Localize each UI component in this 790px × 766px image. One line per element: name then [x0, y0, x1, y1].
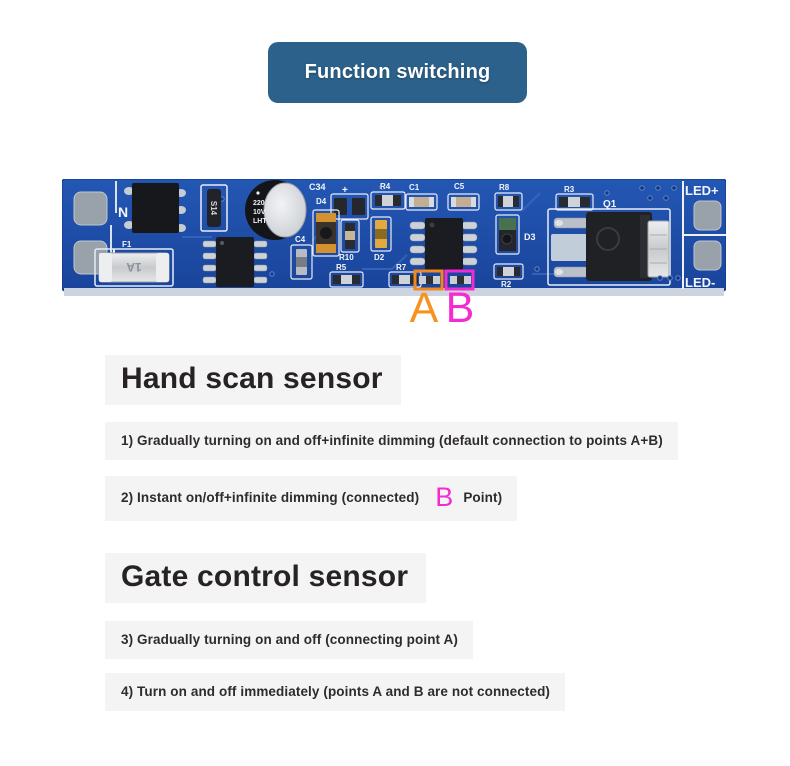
section-heading-gate-control: Gate control sensor: [105, 553, 426, 603]
silkscreen-led-plus: LED+: [685, 183, 719, 198]
instruction-2-prefix: 2) Instant on/off+infinite dimming (connected): [121, 490, 420, 505]
pad-led-minus: [694, 241, 721, 270]
pad-n: [74, 192, 107, 225]
point-a-label: A: [409, 284, 439, 332]
silkscreen-c1: C1: [409, 183, 420, 192]
silkscreen-d4: D4: [316, 197, 327, 206]
silkscreen-r3: R3: [564, 185, 575, 194]
silkscreen-s14: S14: [209, 200, 218, 216]
silkscreen-f1: F1: [122, 240, 132, 249]
silkscreen-q1: Q1: [603, 199, 617, 210]
section-heading-hand-scan: Hand scan sensor: [105, 355, 401, 405]
instruction-3: 3) Gradually turning on and off (connecting point A): [105, 621, 473, 659]
point-a-component: [419, 276, 440, 284]
silkscreen-r2: R2: [501, 280, 512, 289]
silkscreen-r5: R5: [336, 263, 347, 272]
instruction-4: 4) Turn on and off immediately (points A and B are not connected): [105, 673, 565, 711]
pad-led-plus: [694, 201, 721, 230]
silkscreen-led-minus: LED-: [685, 275, 716, 290]
electrolytic-capacitor: [245, 180, 306, 240]
ic-power: [124, 183, 186, 233]
silkscreen-plus: +: [342, 185, 348, 196]
instruction-2: [105, 476, 517, 521]
silkscreen-d3: D3: [524, 232, 536, 242]
silkscreen-c34: C34: [309, 182, 326, 192]
silkscreen-r4: R4: [380, 182, 391, 191]
silkscreen-d2: D2: [374, 253, 385, 262]
fuse-value: 1A: [126, 260, 142, 274]
instruction-2-suffix: Point): [463, 490, 503, 505]
instruction-1: 1) Gradually turning on and off+infinite dimming (default connection to points A+B): [105, 422, 678, 460]
silkscreen-r7: R7: [396, 263, 407, 272]
silkscreen-c5: C5: [454, 182, 465, 191]
point-b-component: [450, 276, 471, 284]
point-b-inline-label: B: [435, 482, 454, 512]
board-bottom-edge: [64, 288, 724, 296]
cap-value-lht: LHT: [253, 218, 267, 225]
silkscreen-r8: R8: [499, 183, 510, 192]
point-b-label: B: [445, 284, 475, 332]
optocoupler: [313, 210, 339, 256]
silkscreen-r10: R10: [339, 253, 354, 262]
cap-value-10v: 10V: [253, 209, 266, 216]
silkscreen-n: N: [118, 204, 129, 220]
cap-value-220: 220: [253, 200, 265, 207]
function-switching-banner: Function switching: [268, 42, 527, 103]
silkscreen-c4: C4: [295, 235, 306, 244]
pcb-photo: [62, 179, 726, 296]
